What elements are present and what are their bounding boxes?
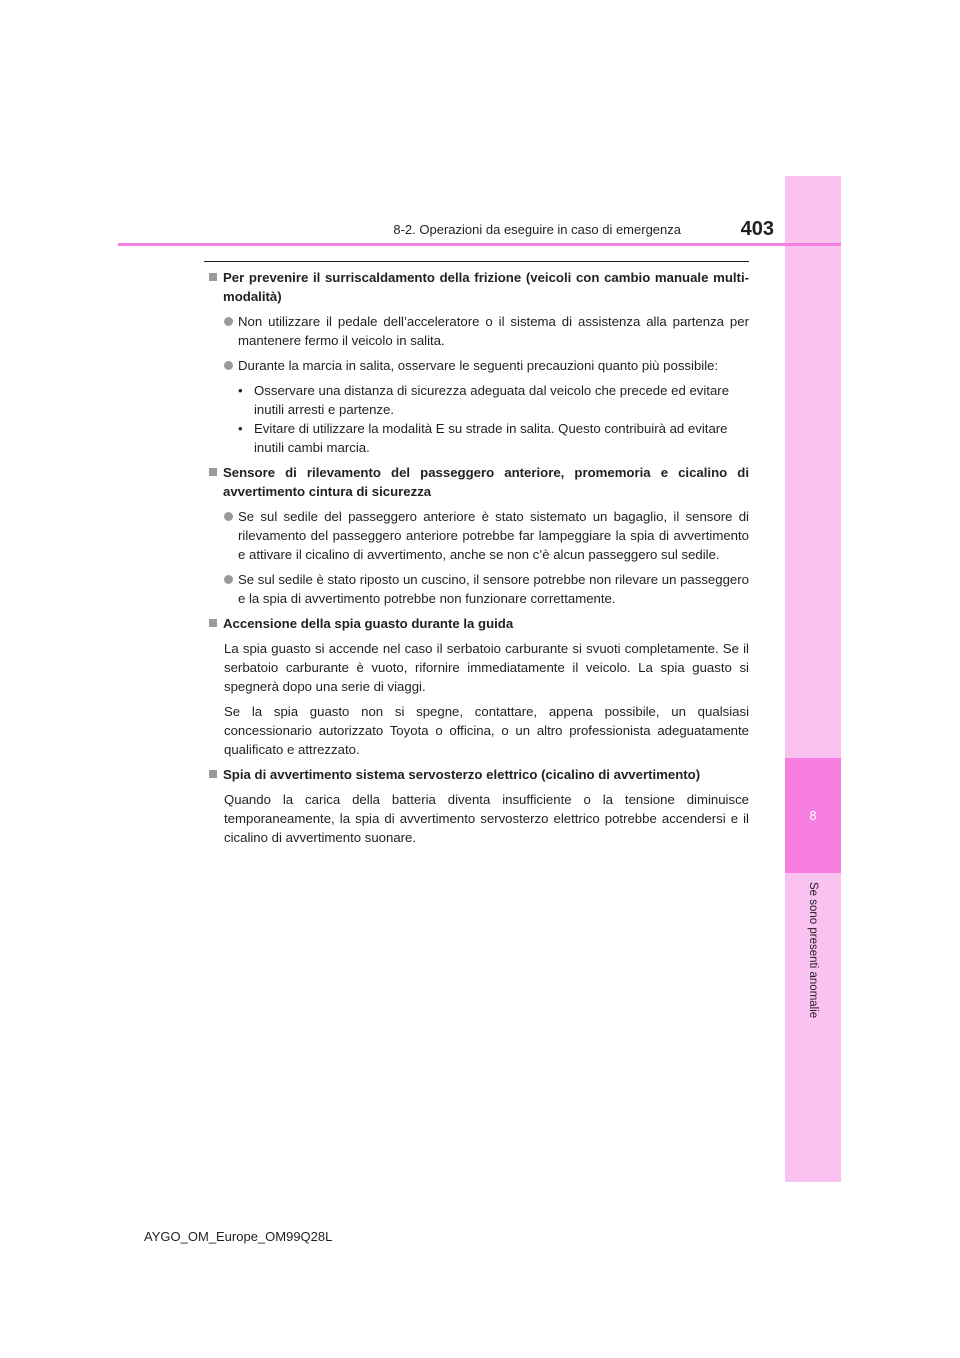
- paragraph: La spia guasto si accende nel caso il serbatoio carburante si svuoti completamente. Se il serbatoio carburante è vuoto, rifornire immediatamente il veicolo. La spia guasto si spegnerà dopo una serie di viaggi.: [224, 641, 749, 694]
- section-title: 8-2. Operazioni da eseguire in caso di emergenza: [393, 222, 681, 237]
- circle-bullet-icon: [224, 512, 233, 521]
- dot-bullet-icon: •: [238, 383, 243, 398]
- square-bullet-icon: [209, 619, 217, 627]
- footer-doc-id: AYGO_OM_Europe_OM99Q28L: [144, 1229, 333, 1244]
- square-bullet-icon: [209, 468, 217, 476]
- page-number: 403: [740, 218, 774, 240]
- header-rule: [118, 243, 841, 246]
- list-item: Se sul sedile del passeggero anteriore è stato sistemato un bagaglio, il sensore di rilevamento del passeggero anteriore potrebbe far lampeggiare la spia di avvertimento e attivare il cicalino di avvertimento, anche se non c’è alcun passeggero sul sedile.: [224, 507, 749, 564]
- section-heading: Accensione della spia guasto durante la guida: [204, 614, 749, 633]
- chapter-number-tab[interactable]: [785, 758, 841, 873]
- square-bullet-icon: [209, 273, 217, 281]
- chapter-number: 8: [809, 808, 817, 823]
- section-heading: Sensore di rilevamento del passeggero anteriore, promemoria e cicalino di avvertimento cintura di sicurezza: [204, 463, 749, 501]
- sub-list-item: • Osservare una distanza di sicurezza adeguata dal veicolo che precede ed evitare inutili arresti e partenze.: [238, 383, 730, 417]
- sub-list-item: • Evitare di utilizzare la modalità E su strade in salita. Questo contribuirà ad evitare inutili cambi marcia.: [238, 421, 728, 455]
- circle-bullet-icon: [224, 575, 233, 584]
- list-item: Se sul sedile è stato riposto un cuscino, il sensore potrebbe non rilevare un passeggero e la spia di avvertimento potrebbe non funzionare correttamente.: [224, 570, 749, 608]
- section-heading: Spia di avvertimento sistema servosterzo elettrico (cicalino di avvertimento): [204, 765, 749, 784]
- page-content: [204, 268, 749, 853]
- list-item: Non utilizzare il pedale dell’acceleratore o il sistema di assistenza alla partenza per mantenere fermo il veicolo in salita.: [224, 312, 749, 350]
- circle-bullet-icon: [224, 317, 233, 326]
- circle-bullet-icon: [224, 361, 233, 370]
- paragraph: Quando la carica della batteria diventa insufficiente o la tensione diminuisce temporaneamente, la spia di avvertimento servosterzo elettrico potrebbe accendersi e il cicalino di avvertimento suonare.: [224, 792, 749, 845]
- list-item: Durante la marcia in salita, osservare le seguenti precauzioni quanto più possibile:: [224, 356, 749, 375]
- dot-bullet-icon: •: [238, 421, 243, 436]
- square-bullet-icon: [209, 770, 217, 778]
- paragraph: Se la spia guasto non si spegne, contattare, appena possibile, un qualsiasi concessionario autorizzato Toyota o officina, o un altro professionista adeguatamente qualificato e attrezzato.: [224, 704, 749, 757]
- content-rule: [204, 261, 749, 262]
- chapter-label: Se sono presenti anomalie: [807, 882, 819, 1019]
- section-heading: Per prevenire il surriscaldamento della frizione (veicoli con cambio manuale multi-modalità): [204, 268, 749, 306]
